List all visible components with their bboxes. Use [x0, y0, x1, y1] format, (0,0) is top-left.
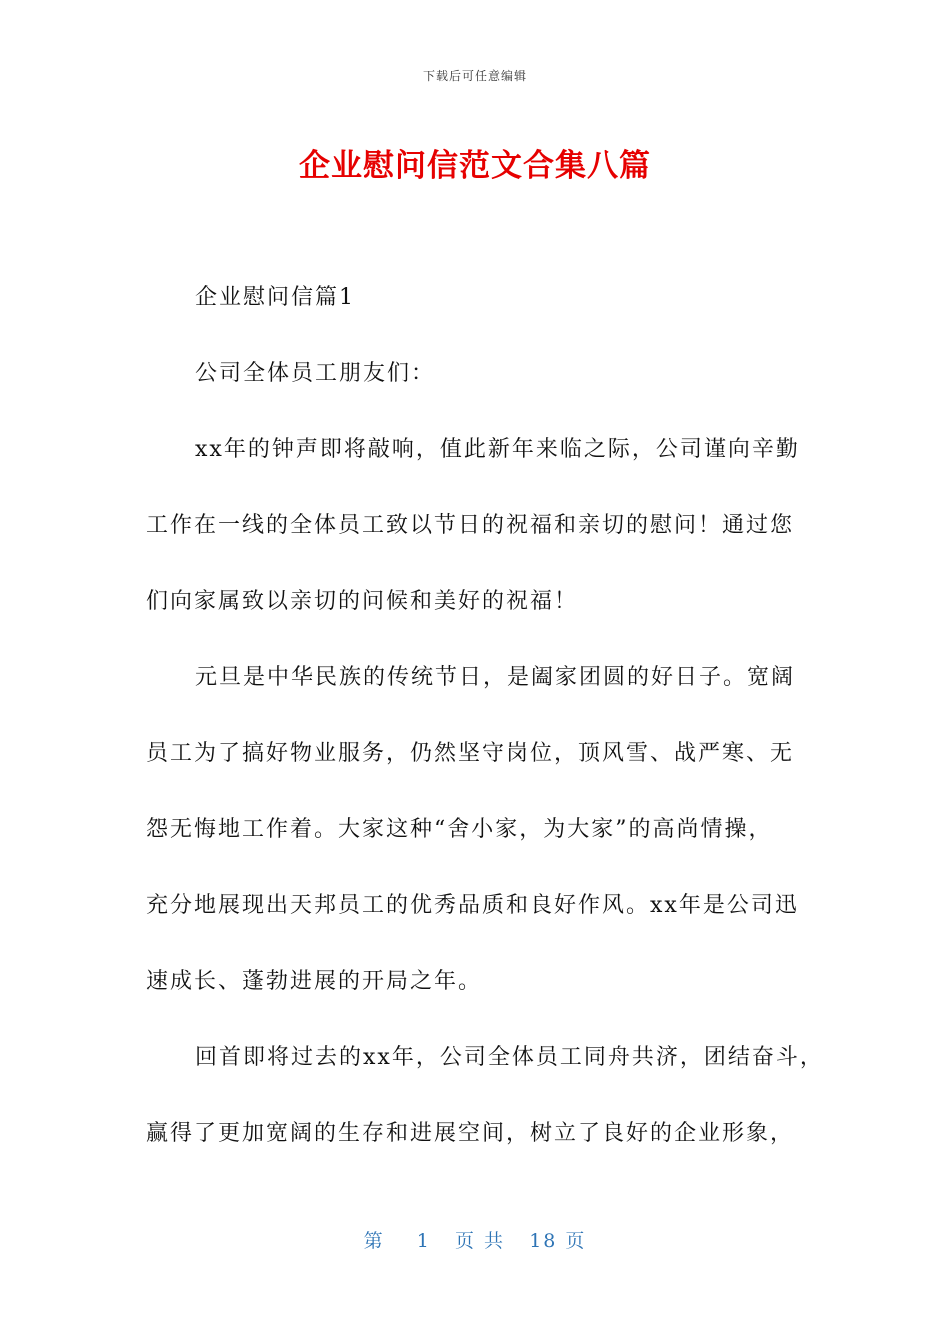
- paragraph-line: 回首即将过去的xx年，公司全体员工同舟共济，团结奋斗，: [195, 1045, 824, 1070]
- paragraph-line: 充分地展现出天邦员工的优秀品质和良好作风。xx年是公司迅: [146, 893, 799, 918]
- document-body: [146, 283, 824, 1195]
- footer-page-number: 1: [416, 1230, 431, 1252]
- paragraph-line: 工作在一线的全体员工致以节日的祝福和亲切的慰问！通过您: [146, 513, 795, 538]
- footer-suffix: 页: [565, 1230, 587, 1252]
- footer-prefix: 第: [363, 1230, 385, 1252]
- paragraph-line: 元旦是中华民族的传统节日，是阖家团圆的好日子。宽阔: [195, 665, 796, 690]
- salutation: 公司全体员工朋友们：: [195, 361, 436, 386]
- paragraph-line: 怨无悔地工作着。大家这种“舍小家，为大家”的高尚情操，: [146, 817, 773, 842]
- footer-total-pages: 18: [529, 1230, 558, 1252]
- paragraph-line: 赢得了更加宽阔的生存和进展空间，树立了良好的企业形象，: [146, 1121, 795, 1146]
- footer-middle: 页 共: [455, 1230, 506, 1252]
- page-footer: [0, 1226, 950, 1253]
- paragraph-line: 速成长、蓬勃进展的开局之年。: [146, 969, 483, 994]
- section-heading: 企业慰问信篇1: [195, 285, 355, 310]
- paragraph-line: 员工为了搞好物业服务，仍然坚守岗位，顶风雪、战严寒、无: [146, 741, 795, 766]
- header-note: 下载后可任意编辑: [422, 69, 527, 83]
- paragraph-line: xx年的钟声即将敲响，值此新年来临之际，公司谨向辛勤: [195, 437, 800, 462]
- paragraph-line: 们向家属致以亲切的问候和美好的祝福！: [146, 589, 579, 614]
- document-title: 企业慰问信范文合集八篇: [299, 148, 651, 184]
